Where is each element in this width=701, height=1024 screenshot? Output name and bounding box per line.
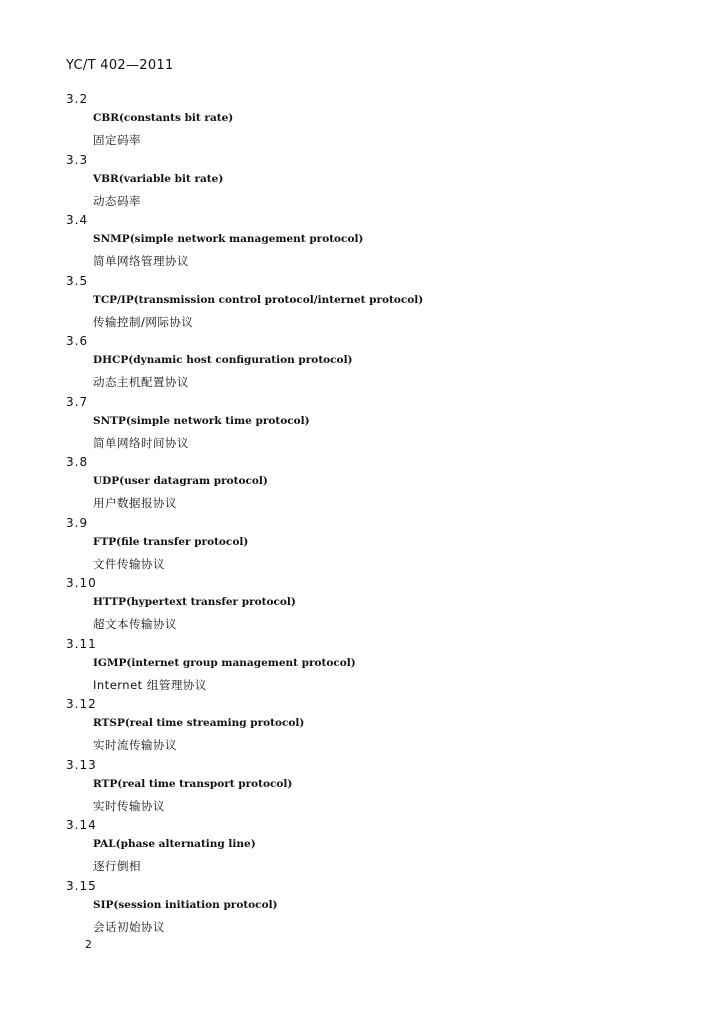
entry-number: 3.10 (66, 576, 97, 590)
term-entry (66, 637, 666, 698)
term-entry (66, 213, 666, 274)
entry-number: 3.4 (66, 213, 89, 227)
term-entry (66, 576, 666, 637)
entry-number: 3.15 (66, 878, 97, 893)
entry-term: HTTP(hypertext transfer protocol) (93, 596, 296, 608)
entry-chinese: 超文本传输协议 (93, 617, 177, 631)
entry-term: SNMP(simple network management protocol) (93, 233, 364, 245)
term-entry (66, 274, 666, 335)
term-entry (66, 92, 666, 153)
entry-chinese: 逐行倒相 (93, 859, 141, 873)
entry-term: RTP(real time transport protocol) (93, 777, 293, 790)
entry-number: 3.9 (66, 515, 89, 530)
entry-number: 3.5 (66, 273, 89, 288)
term-entry (66, 818, 666, 879)
term-entry (66, 395, 666, 456)
entry-term: SNTP(simple network time protocol) (93, 414, 310, 427)
term-entry (66, 697, 666, 758)
entry-chinese: 实时流传输协议 (93, 738, 177, 752)
entry-chinese: Internet 组管理协议 (93, 677, 207, 692)
entry-term: FTP(file transfer protocol) (93, 535, 249, 548)
term-entry (66, 758, 666, 819)
term-entry (66, 879, 666, 940)
entry-chinese: 传输控制/网际协议 (93, 314, 194, 329)
entry-term: TCP/IP(transmission control protocol/internet protocol) (93, 293, 424, 306)
entry-chinese: 动态码率 (93, 193, 141, 208)
entry-chinese: 固定码率 (93, 133, 141, 147)
term-entry (66, 153, 666, 214)
entry-term: SIP(session initiation protocol) (93, 898, 278, 911)
entry-term: CBR(constants bit rate) (93, 112, 234, 124)
entry-term: IGMP(internet group management protocol) (93, 656, 356, 669)
entry-term: DHCP(dynamic host configuration protocol) (93, 354, 353, 366)
page-number: 2 (85, 938, 92, 951)
entry-chinese: 简单网络管理协议 (93, 254, 189, 268)
entry-number: 3.12 (66, 697, 97, 711)
entry-chinese: 用户数据报协议 (93, 496, 177, 510)
entry-chinese: 动态主机配置协议 (93, 375, 189, 389)
entry-term: VBR(variable bit rate) (93, 172, 224, 185)
entry-chinese: 会话初始协议 (93, 919, 165, 934)
entry-number: 3.11 (66, 636, 97, 651)
term-entry (66, 516, 666, 577)
document-header: YC/T 402—2011 (66, 58, 174, 73)
entry-term: RTSP(real time streaming protocol) (93, 717, 305, 729)
entry-chinese: 简单网络时间协议 (93, 435, 189, 450)
entry-term: PAL(phase alternating line) (93, 838, 256, 850)
term-entry (66, 334, 666, 395)
entry-number: 3.8 (66, 455, 89, 469)
entry-number: 3.13 (66, 757, 97, 772)
term-list (66, 92, 666, 939)
entry-number: 3.14 (66, 818, 97, 832)
entry-number: 3.2 (66, 92, 89, 106)
entry-chinese: 文件传输协议 (93, 556, 165, 571)
term-entry (66, 455, 666, 516)
entry-chinese: 实时传输协议 (93, 798, 165, 813)
entry-number: 3.6 (66, 334, 89, 348)
entry-number: 3.7 (66, 394, 89, 409)
entry-number: 3.3 (66, 152, 89, 167)
entry-term: UDP(user datagram protocol) (93, 475, 268, 487)
